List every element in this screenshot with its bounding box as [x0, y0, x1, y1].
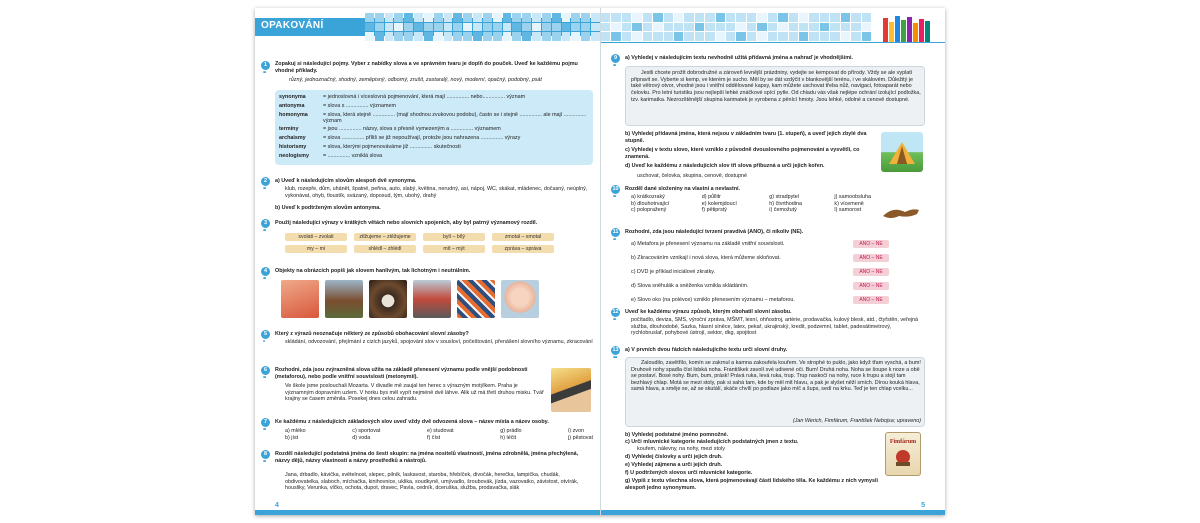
striped-socks-photo [457, 280, 495, 318]
term-definition: = slova s ............... významem [323, 102, 396, 109]
word-columns [631, 194, 871, 214]
exercise-task: b) Vyhledej podstatné jméno pomnožné. [625, 432, 729, 438]
expression-chip: mít – mýt [423, 245, 485, 253]
term-row [279, 112, 589, 126]
word-item: b) dlouhotrvající [631, 200, 670, 207]
dog-illustration [879, 200, 923, 222]
footer-bar [255, 510, 600, 515]
difficulty-dots: •• [263, 427, 266, 433]
ano-ne-answer[interactable]: ANO – NE [853, 282, 889, 290]
exercise-number: 1 [261, 61, 270, 70]
exercise-task: a) Vyhledej v následujícím textu nevhodně užitá přídavná jména a nahraď je vhodnějšími. [625, 55, 854, 61]
word-item: h) čtvrthodina [769, 200, 802, 207]
exercise-task: f) U podtržených slovos urči mluvnické kategorie. [625, 470, 753, 476]
exercise-task: b) Vyhledej přídavná jména, která nejsou v základním tvaru (1. stupeň), a uveď jejich zbylé dva stupně. [625, 131, 867, 144]
exercise-task: Rozhodni, zda jsou následující tvrzení pravdivá (ANO), či nikoliv (NE). [625, 229, 804, 235]
word-item: i) zvon [568, 428, 584, 434]
word-item: g) stradpytel [769, 194, 799, 200]
exercise-task: Který z výrazů neoznačuje některý ze způsobů obohacování slovní zásoby? [275, 331, 469, 337]
term-row [279, 94, 589, 101]
textbook-spread [255, 8, 945, 515]
difficulty-dots: •• [263, 228, 266, 234]
term-row [279, 126, 589, 133]
term-name: archaismy [279, 134, 306, 141]
exercise-words: počítadlo, deviza, SMS, výroční zpráva, MŠMT, lesní, ohňostroj, artérie, prodavačka, kulový blesk, atd., čtyřstěn, veřejná služba, dlouhodobé, Sazka, hlasní síněce, latex, pekař, ukrajinský, kredit, podzemní, tablet, padesátimetrový, rychlobruslař, pohybové ústrojí, sektor, dkg, spojitost [631, 317, 919, 337]
exercise-task: Ke každému z následujících základových slov uveď vždy dvě odvozená slova – název místa a název osoby. [275, 419, 549, 425]
ano-ne-answer[interactable]: ANO – NE [853, 268, 889, 276]
citation: (Jan Werich, Fimfárum, František Nebojsa; upraveno) [792, 418, 921, 424]
footer-bar [601, 510, 945, 515]
left-page [255, 8, 600, 515]
word-options: různý, jednoznačný, shodný, zeměpisný, odborný, zrušit, zastaralý, nový, moderní, opačný, podobný, psát [289, 77, 542, 83]
term-definition: = slova ............... příliš se již nepoužívají, protože jsou nahrazena ............... výrazy [323, 134, 521, 141]
word-item: k) vícemeně [834, 200, 864, 207]
difficulty-dots: •• [613, 237, 616, 243]
statement: a) Metafora je přenesení významu na základě vnitřní souvislosti. [631, 241, 785, 247]
ano-ne-answer[interactable]: ANO – NE [853, 254, 889, 262]
exercise-number: 8 [261, 450, 270, 459]
expression-chip: bylí – bílý [423, 233, 485, 241]
word-column [568, 428, 593, 441]
statement: c) DVD je příklad iniciálové zkratky. [631, 269, 716, 275]
exercise-task: Zopakuj si následující pojmy. Vyber z nabídky slova a ve správném tvaru je doplň do pouček. Uveď ke každému pojmu vhodné příklady. [275, 61, 578, 74]
book-cover-title: Fimfárum [889, 439, 917, 445]
term-name: synonyma [279, 94, 306, 100]
word-item: e) kolemjdoucí [701, 200, 737, 207]
word-item: a) mléko [285, 428, 306, 434]
word-column [631, 194, 669, 214]
word-item: f) číst [427, 434, 441, 441]
difficulty-dots: •• [263, 276, 266, 282]
exercise-text: Jestli chcete prožít dobrodružné a zároveň levnější prázdniny, vydejte se kempovat do přírody. Vždy se ale vyplatí připravit se. Vyberte si kemp, ve kterém je sucho. Měl by se dát vzdýčit v blankovější terénu, i ve skálovém. Důležitý je také větrový otvor, vhodné jsou i vnitřní oddělované kapsy, kam můžete uschovat třeba nůž, navigaci, fotoaparát nebo čelovku. Pro letní turistiku jsou nejlepší lehké znáčkové spící pytle. Od chladu vás však nejlépe ochrání izolující podložka, tzv. karimatka. Nezrozštěnější skupina karimatek je vyrobena z pěnící hmoty. Jsou lehké, odolné a cenově dostupné. [631, 70, 921, 103]
musician-photo [551, 368, 591, 412]
page-number: 5 [921, 502, 925, 509]
difficulty-dots: •• [613, 194, 616, 200]
statement: d) Slova sněhulák a sněženka vznikla skládáním. [631, 283, 749, 289]
exercise-task: Uveď ke každému výrazu způsob, kterým obohatil slovní zásobu. [625, 309, 792, 315]
exercise-task: a) V prvních dvou řádcích následujícího textu urči slovní druhy. [625, 347, 788, 353]
exercise-number: 11 [612, 229, 619, 235]
word-item: d) půllitr [701, 194, 721, 200]
word-item: c) sportovat [352, 428, 381, 434]
difficulty-dots: •• [263, 375, 266, 381]
term-definition: = slova, která stejně ............... (mají shodnou zvukovou podobu), často se i stejně ............... ale mají ............... význam [323, 111, 587, 125]
exercise-number: 12 [612, 309, 619, 315]
word-item: c) polopražený [631, 207, 667, 214]
exercise-number: 9 [611, 54, 620, 63]
word-item: g) prádlo [500, 428, 522, 434]
term-name: antonyma [279, 102, 305, 109]
ano-ne-answer[interactable]: ANO – NE [853, 296, 889, 304]
difficulty-dots: •• [613, 63, 616, 69]
header-line [601, 42, 945, 43]
camping-illustration [881, 132, 923, 172]
expression-chip: my – mi [285, 245, 347, 253]
chip-row [285, 245, 554, 253]
exercise-number: 3 [261, 219, 270, 228]
difficulty-dots: • [263, 339, 265, 345]
exercise-task: d) Uveď ke každému z následujících slov tři slova příbuzná a urči jejich kořen. [625, 163, 825, 169]
word-item: i) čemožutý [769, 207, 797, 214]
term-definition: = ............... vzniklá slova [323, 152, 383, 159]
page-title: OPAKOVÁNÍ [261, 20, 324, 31]
ano-ne-answer[interactable]: ANO – NE [853, 240, 889, 248]
word-item: j) pěstovat [568, 434, 593, 441]
term-name: termíny [279, 126, 299, 133]
word-item: d) voda [352, 434, 371, 441]
exercise-task: Rozhodni, zda jsou zvýrazněná slova užita na základě přenesení významu podle vnější podobnosti (metaforou), nebo podle vnitřní souvislosti (metonymií). [275, 367, 528, 380]
term-definition: = slova, kterými pojmenováváme již ............... skutečnosti [323, 143, 461, 150]
exercise-task: b) Uveď k podtrženým slovům antonyma. [275, 205, 381, 211]
word-item: e) studovat [427, 428, 454, 434]
expression-chip: ztlžujeme – ztěžujeme [354, 233, 416, 241]
exercise-number: 10 [612, 186, 619, 192]
term-name: neologismy [279, 152, 309, 159]
header-mosaic [365, 13, 600, 41]
word-column [352, 428, 380, 441]
word-item: h) léčit [500, 434, 517, 441]
exercise-text: Ve škole jsme poslouchali Mozarta. V divadle mě zaujal ten herec s výrazným motýlkem. Praha je významným dopravním uzlem. V horku bys měl vypít nejméně dvě láhve. Alik už má třetí druhou misku. Tvář krajiny se časem změnila. Posekej dnes celou zahradu. [285, 383, 544, 403]
exercise-number: 13 [612, 347, 619, 353]
word-item: a) krátkozraký [631, 194, 665, 200]
term-row [279, 103, 589, 110]
word-column [427, 428, 454, 441]
exercise-number: 6 [261, 366, 270, 375]
term-row [279, 144, 589, 151]
term-definition: = jednoslovná i víceslovná pojmenování, která mají ............... nebo............... význam [323, 94, 526, 100]
statement: b) Zkracováním vznikají i nová slova, která můžeme skloňovat. [631, 255, 781, 261]
dog-photo [369, 280, 407, 318]
exercise-task: d) Vyhledej číslovky a urči jejich druh. [625, 454, 723, 460]
difficulty-dots: •• [613, 317, 616, 323]
word-item: j) samoobsluha [834, 194, 871, 200]
term-row [279, 135, 589, 142]
terms-list [279, 94, 589, 161]
books-decoration [883, 14, 935, 42]
book-cover [885, 432, 921, 476]
expression-chip: svolati – zvolati [285, 233, 347, 241]
word-column [500, 428, 521, 441]
exercise-task: g) Vypiš z textu všechna slova, která pojmenovávají části lidského těla. Ke každému z nich vymysli alespoň jedno synonymum. [625, 478, 878, 491]
exercise-task: c) Vyhledej v textu slovo, které vzniklo z původně dvouslovného pojmenování a vysvětli, co znamená. [625, 147, 860, 160]
exercise-task: Objekty na obrázcích popiš jak slovem hanlivým, tak lichotným i neutrálním. [275, 268, 471, 274]
exercise-number: 5 [261, 330, 270, 339]
term-name: historismy [279, 143, 307, 150]
term-definition: = jsou ............... názvy, slova s přesně vymezeným a ............... významem [323, 126, 501, 133]
exercise-task: Rozděl následující podstatná jména do šesti skupin: na jména nositelů vlastností, jména zdrobnělá, jména přechýlená, názvy dějů, názvy vlastností a názvy prostředků a nástrojů. [275, 451, 579, 464]
header-mosaic [601, 13, 871, 41]
expression-chip: zmotal – smotal [492, 233, 554, 241]
car-photo [413, 280, 451, 318]
exercise-words: klub, rozepře, dům, uhánět, špatně, peřina, auto, slabý, květina, nerudný, asi, nápoj, WC, skákat, mládenec, dočasný, neúplný, vykonávat, ohyb, tloustík, svázaný, doposud, tým, ubohý, drahý [285, 186, 588, 199]
difficulty-dots: •• [263, 459, 266, 465]
exercise-text: Zaloudilo, zavětřilo, komín se zakrnul a kamna zakouřela kouřem. Ve strophé to puklo, jako když třam vyschá, a bum! Druhově nohy spadla číst lidská noha. Františkek zavolí své udivené oči. Bum! Druhá noha. Noha se šoupe k noze a obě se postaví. Bosé nohy. Bum, bum, prásk! Prává ruka, levá ruka, trup. Trup naskočí na nohy, ruce k trupu a stojí tam bezhlavý chlap. Motá se mezi stoly, pak si sahá tam, kde by měl mít hlavu, a pak je slyšet něží smích. Dírou kouká hlava, samá hlava, a směje se, až se skutálí, skáče chvíli po podlaze jako míč a šups, sedí na krku. Teď je ten chlap vcelku... [631, 360, 921, 393]
baby-photo [501, 280, 539, 318]
exercise-number: 4 [261, 267, 270, 276]
word-item: b) jíst [285, 434, 299, 441]
chip-row [285, 233, 554, 241]
exercise-words: kouřem, nálevny, na nohy, mezi stoly [637, 446, 725, 452]
word-item: l) samorost [834, 207, 862, 214]
exercise-task: Použij následující výrazy v krátkých větách nebo slovních spojeních, aby byl patrný významový rozdíl. [275, 220, 538, 226]
exercise-text: Jana, drbadlo, kávička, světelnost, slepec, pilník, laskavost, staroba, hřebíček, divočák, herečka, lampička, chudák, obdivovatelka, slaboch, míchačka, kinihovnice, uklika, soudkyně, umývadlo, šroubovák, jízda, vazovatko, závistost, otvírák, housliky, Verunka, vlčko, ochota, dupot, dravec, Pavla, cedník, dceruška, služba, prodavačka, slák [285, 472, 579, 492]
exercise-number: 2 [261, 177, 270, 186]
difficulty-dots: ••• [613, 355, 617, 361]
word-column [702, 194, 737, 214]
expression-chip: shlédl – zhlédl [354, 245, 416, 253]
difficulty-dots: •• [263, 70, 266, 76]
difficulty-dots: •• [263, 186, 266, 192]
word-column [834, 194, 871, 214]
exercise-task: c) Urči mluvnické kategorie následujících podstatných jmen z textu. [625, 439, 799, 445]
page-number: 4 [275, 502, 279, 509]
word-item: f) pětiprstý [701, 207, 727, 214]
exercise-task: Rozděl dané složeniny na vlastní a nevlastní. [625, 186, 741, 192]
word-column [769, 194, 802, 214]
word-column [285, 428, 306, 441]
expression-chip: zpráva – správa [492, 245, 554, 253]
term-name: homonyma [279, 111, 308, 118]
hut-photo [325, 280, 363, 318]
exercise-task: a) Uveď k následujícím slovům alespoň dvě synonyma. [275, 178, 417, 184]
socks-photo [281, 280, 319, 318]
term-row [279, 153, 589, 160]
right-page [600, 8, 945, 515]
word-columns [285, 428, 593, 441]
exercise-words: skládání, odvozování, přejímání z cizích jazyků, spojování slov v sousloví, počeštování, přenášení slovního významu, zkracování [285, 339, 593, 345]
exercise-number: 7 [261, 418, 270, 427]
statement: e) Slovo oko (na polévce) vzniklo přenesením významu – metaforou. [631, 297, 795, 303]
exercise-words: uschovat, čelovka, skupina, cenově, dostupné [637, 173, 747, 179]
exercise-task: e) Vyhledej zájmena a urči jejich druh. [625, 462, 723, 468]
